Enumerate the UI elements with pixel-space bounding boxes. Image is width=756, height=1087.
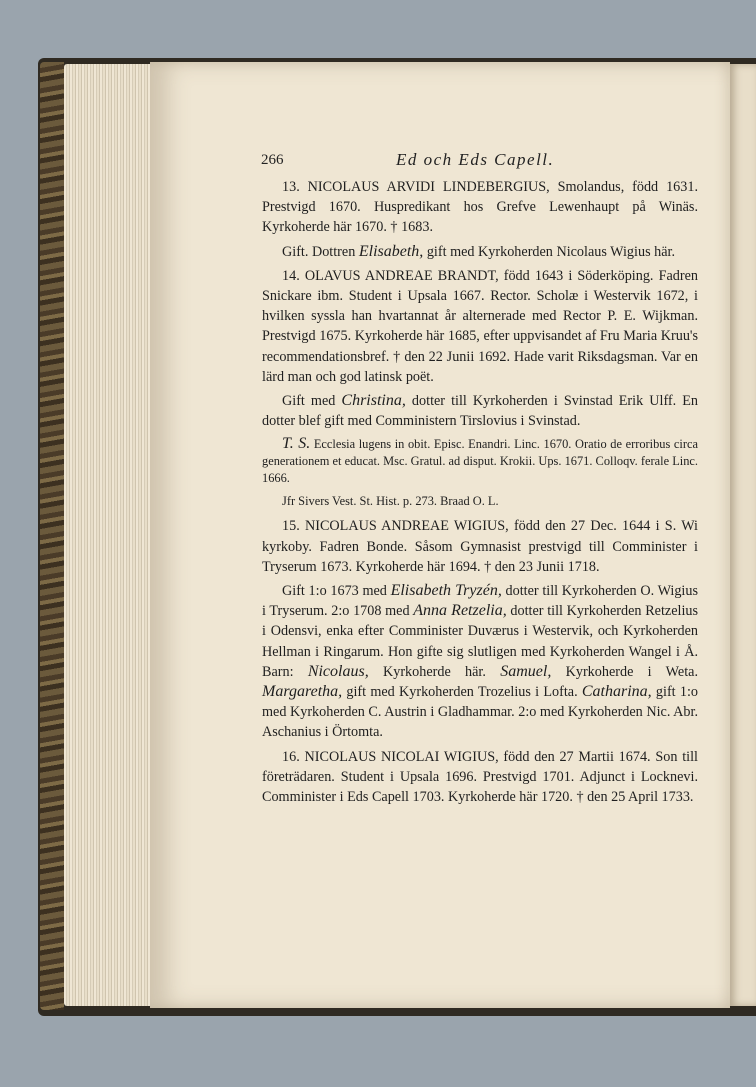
- entry-15-head: 15. NICOLAUS ANDREAE WIGIUS, född den 27 Dec. 1644 i S. Wi kyrkoby. Fadren Bonde. Såsom Gymnasist prestvigd till Comminister i Tryserum 1673. Kyrkoherde här 1694. † den 23 Junii 1718.: [262, 518, 698, 575]
- text-run: Ecclesia lugens in obit. Episc. Enandri. Linc. 1670. Oratio de erroribus circa generationem et educat. Msc. Gratul. ad disput. Krokii. Ups. 1671. Colloqv. ferale Linc. 1666.: [262, 437, 698, 486]
- text-run: Gift. Dottren: [282, 243, 359, 260]
- text-run: dotter till Kyrkoherden Retzelius i Odensvi, enka efter Comminister Duværus i Westervik, och Kyrkoherden Hellman i Ringarum. Hon gifte sig slutligen med Kyrkoherden Wangel i Å. Barn:: [262, 603, 698, 680]
- facing-page-edge: [730, 64, 756, 1006]
- italic-name: Anna Retzelia,: [413, 602, 507, 620]
- italic-name: Elisabeth,: [358, 242, 424, 260]
- text-run: Kyrkoherde i Weta.: [551, 663, 698, 680]
- book-spine: [40, 62, 64, 1010]
- entry-14-head: 14. OLAVUS ANDREAE BRANDT, född 1643 i Söderköping. Fadren Snickare ibm. Student i Upsala 1667. Rector. Scholæ i Westervik 1672, i hvilken syssla han hvartannat år alternerade med Rector P. E. Wijkman. Prestvigd 1675. Kyrkoherde här 1685, efter uppvisandet af Fru Maria Kruu's recommendationsbref. † den 22 Junii 1692. Hade varit Riksdagsman. Var en lärd man och god latinsk poët.: [262, 267, 698, 385]
- text-run: gift med Kyrkoherden Trozelius i Lofta.: [342, 684, 582, 701]
- page-number: 266: [261, 152, 284, 168]
- entry-16-head: 16. NICOLAUS NICOLAI WIGIUS, född den 27 Martii 1674. Son till företrädaren. Student i Upsala 1696. Prestvigd 1701. Adjunct i Locknevi. Comminister i Eds Capell 1703. Kyrkoherde här 1720. † den 25 April 1733.: [262, 748, 698, 806]
- entry-13-head: 13. NICOLAUS ARVIDI LINDEBERGIUS, Smolandus, född 1631. Prestvigd 1670. Huspredikant hos Grefve Lewenhaupt på Winäs. Kyrkoherde här 1670. † 1683.: [262, 179, 698, 236]
- page-header: [261, 150, 699, 174]
- italic-abbrev: T. S.: [282, 435, 311, 453]
- text-run: gift 1:o med Kyrkoherden C. Austrin i Gladhammar. 2:o med Kyrkoherden Nic. Abr. Aschanius i Örtomta.: [262, 684, 698, 741]
- entry-14-writings: [262, 435, 698, 487]
- entry-14-reference: Jfr Sivers Vest. St. Hist. p. 273. Braad O. L.: [282, 494, 499, 509]
- text-run: dotter till Kyrkoherden i Svinstad Erik Ulff. En dotter blef gift med Comministern Tirslovius i Svinstad.: [262, 393, 699, 430]
- italic-name: Elisabeth Tryzén,: [390, 582, 502, 600]
- italic-name: Nicolaus,: [307, 662, 369, 680]
- text-run: Gift 1:o 1673 med: [282, 583, 391, 600]
- italic-name: Samuel,: [500, 662, 552, 680]
- entry-14-marriage: [262, 391, 698, 431]
- italic-name: Margaretha,: [262, 683, 343, 701]
- page-body: [262, 177, 698, 811]
- italic-name: Catharina,: [581, 683, 652, 701]
- text-run: Gift med: [282, 393, 342, 410]
- text-run: gift med Kyrkoherden Nicolaus Wigius här.: [423, 243, 676, 260]
- italic-name: Christina,: [341, 392, 406, 410]
- running-title: Ed och Eds Capell.: [396, 150, 555, 169]
- text-run: dotter till Kyrkoherden O. Wigius i Tryserum. 2:o 1708 med: [262, 583, 698, 620]
- page-edges: [64, 64, 156, 1006]
- entry-15-marriage: [262, 581, 698, 743]
- entry-13-marriage: [262, 242, 698, 262]
- text-run: Kyrkoherde här.: [368, 663, 501, 680]
